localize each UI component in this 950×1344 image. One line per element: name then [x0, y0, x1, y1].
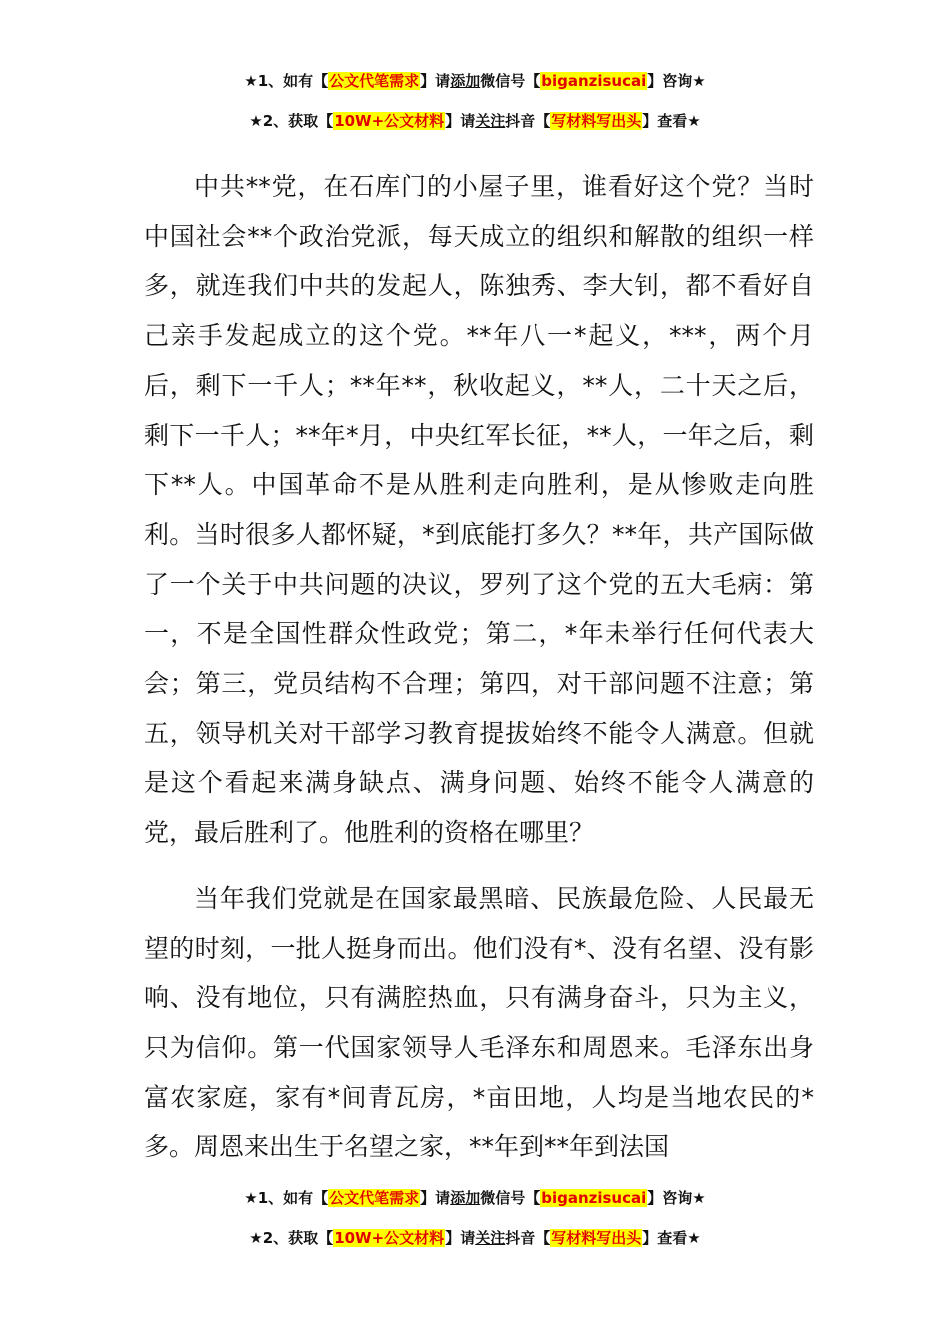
notice-line-2	[0, 1227, 950, 1249]
paragraph-2: 当年我们党就是在国家最黑暗、民族最危险、人民最无望的时刻，一批人挺身而出。他们没有*、没有名望、没有影响、没有地位，只有满腔热血，只有满身奋斗，只为主义，只为信仰。第一代国家领导人毛泽东和周恩来。毛泽东出身富农家庭，家有*间青瓦房，*亩田地，人均是当地农民的*多。周恩来出生于名望之家，**年到**年到法国	[144, 883, 814, 1162]
underlined-text: 关注	[475, 1229, 506, 1247]
notice-text: 】查看★	[642, 112, 701, 130]
highlight-text: 公文代笔需求	[329, 1189, 420, 1207]
underlined-text: 添加	[450, 72, 481, 90]
notice-text: 抖音【	[505, 112, 551, 130]
notice-text: 微信号【	[480, 1189, 541, 1207]
underlined-text: 关注	[475, 112, 506, 130]
notice-text: 】咨询★	[647, 1189, 706, 1207]
highlight-text: 10W+公文材料	[334, 1229, 445, 1247]
document-body	[144, 162, 814, 1172]
notice-text: 】请	[445, 112, 476, 130]
notice-text: 】查看★	[642, 1229, 701, 1247]
highlight-text: 10W+公文材料	[334, 112, 445, 130]
notice-line-1	[0, 70, 950, 92]
notice-text: 】请	[420, 1189, 451, 1207]
notice-text: 】请	[420, 72, 451, 90]
paragraph-1: 中共**党，在石库门的小屋子里，谁看好这个党？当时中国社会**个政治党派，每天成立的组织和解散的组织一样多，就连我们中共的发起人，陈独秀、李大钊，都不看好自己亲手发起成立的这个党。**年八一*起义，***，两个月后，剩下一千人；**年**，秋收起义，**人，二十天之后，剩下一千人；**年*月，中央红军长征，**人，一年之后，剩下**人。中国革命不是从胜利走向胜利，是从惨败走向胜利。当时很多人都怀疑，*到底能打多久？**年，共产国际做了一个关于中共问题的决议，罗列了这个党的五大毛病：第一，不是全国性群众性政党；第二，*年未举行任何代表大会；第三，党员结构不合理；第四，对干部问题不注意；第五，领导机关对干部学习教育提拔始终不能令人满意。但就是这个看起来满身缺点、满身问题、始终不能令人满意的党，最后胜利了。他胜利的资格在哪里？	[144, 172, 814, 848]
notice-text: 微信号【	[480, 72, 541, 90]
notice-text: 抖音【	[505, 1229, 551, 1247]
douyin-account: 写材料写出头	[551, 112, 642, 130]
douyin-account: 写材料写出头	[551, 1229, 642, 1247]
underlined-text: 添加	[450, 1189, 481, 1207]
notice-line-2	[0, 110, 950, 132]
highlight-text: 公文代笔需求	[329, 72, 420, 90]
notice-text: ★1、如有【	[244, 1189, 329, 1207]
notice-text: ★1、如有【	[244, 72, 329, 90]
notice-text: 】咨询★	[647, 72, 706, 90]
notice-line-1	[0, 1187, 950, 1209]
notice-text: ★2、获取【	[249, 1229, 334, 1247]
notice-text: ★2、获取【	[249, 112, 334, 130]
notice-text: 】请	[445, 1229, 476, 1247]
wechat-id: biganzisucai	[541, 72, 647, 90]
wechat-id: biganzisucai	[541, 1189, 647, 1207]
